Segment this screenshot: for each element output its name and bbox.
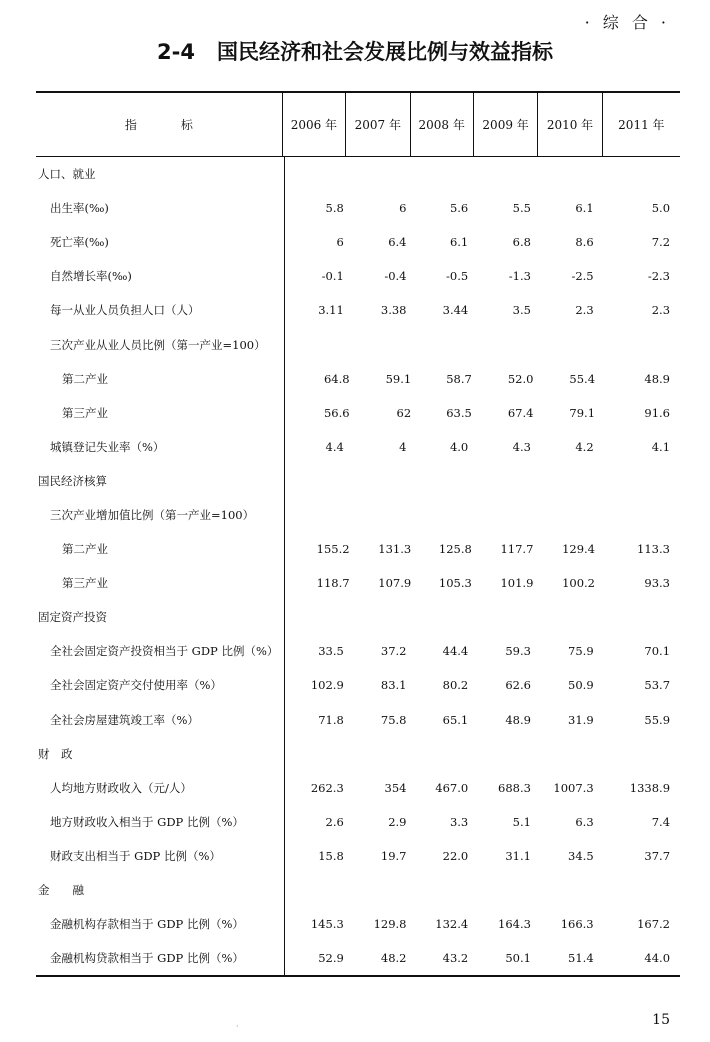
indicator-label: 财政支出相当于 GDP 比例（%） [50, 848, 221, 863]
value-cell: 688.3 [498, 780, 531, 795]
indicator-label: 金融机构存款相当于 GDP 比例（%） [50, 917, 244, 932]
table-row [36, 737, 680, 771]
value-cell: 70.1 [644, 644, 671, 659]
indicator-label: 金融机构贷款相当于 GDP 比例（%） [50, 951, 244, 966]
value-cell: 105.3 [438, 576, 472, 591]
indicator-label: 全社会固定资产投资相当于 GDP 比例（%） [50, 644, 279, 659]
value-cell: 15.8 [318, 848, 344, 863]
table-number: 2-4 [157, 40, 195, 64]
indicator-label: 全社会房屋建筑竣工率（%） [50, 712, 199, 727]
value-cell: 5.1 [512, 814, 531, 829]
value-cell: 167.2 [637, 917, 671, 932]
page-title [0, 36, 710, 66]
indicator-label: 人均地方财政收入（元/人） [50, 780, 192, 795]
value-cell: 44.4 [442, 644, 469, 659]
value-cell: 64.8 [323, 371, 350, 386]
value-cell: 6 [399, 201, 407, 216]
table-body [36, 157, 680, 975]
indicator-label: 第二产业 [62, 371, 108, 386]
value-cell: 117.7 [500, 542, 534, 557]
value-cell: 63.5 [446, 405, 472, 420]
value-cell: 48.2 [380, 951, 407, 966]
value-cell: 33.5 [318, 644, 344, 659]
table-row [36, 634, 680, 668]
value-cell: 2.9 [388, 814, 407, 829]
value-cell: 4.4 [325, 439, 344, 454]
value-cell: 50.9 [568, 678, 594, 693]
section-heading: 财 政 [38, 746, 73, 761]
indicator-label: 三次产业从业人员比例（第一产业=100） [50, 337, 266, 352]
table-row [36, 498, 680, 532]
table-row [36, 362, 680, 396]
value-cell: 48.9 [644, 371, 670, 386]
table-row [36, 532, 680, 566]
value-cell: 48.9 [505, 712, 531, 727]
value-cell: 166.3 [560, 917, 594, 932]
value-cell: 6.3 [575, 814, 594, 829]
value-cell: 44.0 [644, 951, 671, 966]
value-cell: 164.3 [498, 917, 531, 932]
value-cell: 2.6 [325, 814, 344, 829]
value-cell: -0.4 [384, 269, 407, 284]
value-cell: 34.5 [568, 848, 594, 863]
value-cell: 125.8 [438, 542, 472, 557]
value-cell: 65.1 [442, 712, 469, 727]
page-number: 15 [652, 1012, 670, 1028]
indicator-label: 第二产业 [62, 542, 108, 557]
value-cell: 5.0 [651, 201, 671, 216]
header-year: 2010 年 [537, 93, 601, 156]
value-cell: 102.9 [310, 678, 344, 693]
value-cell: -2.5 [571, 269, 594, 284]
value-cell: 1338.9 [629, 780, 671, 795]
header-year: 2007 年 [345, 93, 409, 156]
value-cell: 31.9 [568, 712, 594, 727]
column-divider [284, 157, 285, 975]
value-cell: 56.6 [323, 405, 350, 420]
value-cell: 5.5 [512, 201, 531, 216]
section-tag: · 综 合 · [584, 13, 670, 32]
value-cell: 6.8 [512, 235, 531, 250]
value-cell: 58.7 [446, 371, 472, 386]
table-title: 国民经济和社会发展比例与效益指标 [216, 40, 553, 64]
indicator-label: 死亡率(‰) [50, 235, 109, 250]
value-cell: -1.3 [508, 269, 531, 284]
header-indicator [36, 93, 282, 156]
value-cell: 132.4 [435, 917, 469, 932]
value-cell: 4 [399, 439, 407, 454]
indicator-label: 自然增长率(‰) [50, 269, 132, 284]
indicator-label: 出生率(‰) [50, 201, 109, 216]
value-cell: 71.8 [318, 712, 344, 727]
table-row [36, 327, 680, 361]
value-cell: 1007.3 [553, 780, 594, 795]
indicator-label: 每一从业人员负担人口（人） [50, 303, 200, 318]
value-cell: 5.6 [449, 201, 469, 216]
value-cell: 52.9 [318, 951, 344, 966]
table-bottom-rule [36, 975, 680, 977]
table-row [36, 259, 680, 293]
indicator-label: 全社会固定资产交付使用率（%） [50, 678, 222, 693]
value-cell: 93.3 [644, 576, 670, 591]
value-cell: -2.3 [647, 269, 671, 284]
value-cell: 7.4 [651, 814, 671, 829]
value-cell: 53.7 [644, 678, 671, 693]
table-row [36, 396, 680, 430]
value-cell: 6.1 [449, 235, 469, 250]
value-cell: 2.3 [651, 303, 671, 318]
section-heading: 国民经济核算 [38, 473, 107, 488]
value-cell: 31.1 [505, 848, 531, 863]
header-year: 2006 年 [282, 93, 345, 156]
value-cell: 67.4 [507, 405, 534, 420]
value-cell: 467.0 [435, 780, 469, 795]
table-row [36, 225, 680, 259]
value-cell: -0.1 [321, 269, 344, 284]
value-cell: 80.2 [442, 678, 469, 693]
value-cell: 354 [384, 780, 407, 795]
table-row [36, 668, 680, 702]
value-cell: 59.1 [385, 371, 412, 386]
table-row [36, 293, 680, 327]
value-cell: 145.3 [310, 917, 344, 932]
value-cell: -0.5 [446, 269, 469, 284]
value-cell: 129.4 [562, 542, 596, 557]
value-cell: 75.8 [380, 712, 407, 727]
value-cell: 83.1 [380, 678, 407, 693]
value-cell: 3.44 [442, 303, 469, 318]
value-cell: 101.9 [500, 576, 534, 591]
value-cell: 2.3 [575, 303, 594, 318]
header-indicator-char-1: 指 [124, 118, 137, 132]
value-cell: 100.2 [562, 576, 596, 591]
value-cell: 4.2 [575, 439, 594, 454]
value-cell: 6.1 [575, 201, 594, 216]
value-cell: 52.0 [507, 371, 534, 386]
value-cell: 22.0 [442, 848, 469, 863]
value-cell: 55.4 [569, 371, 596, 386]
table-row [36, 191, 680, 225]
indicator-label: 第三产业 [62, 576, 108, 591]
value-cell: 3.3 [449, 814, 469, 829]
value-cell: 55.9 [644, 712, 671, 727]
value-cell: 37.2 [380, 644, 407, 659]
header-year: 2008 年 [410, 93, 473, 156]
value-cell: 129.8 [373, 917, 407, 932]
value-cell: 118.7 [316, 576, 350, 591]
value-cell: 4.1 [651, 439, 671, 454]
value-cell: 62.6 [505, 678, 531, 693]
table-row [36, 907, 680, 941]
value-cell: 3.38 [380, 303, 407, 318]
table-header [36, 93, 680, 156]
header-year: 2009 年 [473, 93, 537, 156]
value-cell: 50.1 [505, 951, 531, 966]
value-cell: 5.8 [325, 201, 344, 216]
indicator-table [36, 91, 680, 977]
value-cell: 3.11 [318, 303, 344, 318]
value-cell: 51.4 [568, 951, 594, 966]
indicator-label: 地方财政收入相当于 GDP 比例（%） [50, 814, 244, 829]
decorative-dot: · [236, 1022, 239, 1031]
table-row [36, 873, 680, 907]
table-row [36, 703, 680, 737]
indicator-label: 第三产业 [62, 405, 108, 420]
value-cell: 6.4 [388, 235, 407, 250]
value-cell: 75.9 [568, 644, 594, 659]
section-heading: 人口、就业 [38, 167, 96, 182]
value-cell: 262.3 [310, 780, 344, 795]
value-cell: 131.3 [378, 542, 412, 557]
indicator-label: 三次产业增加值比例（第一产业=100） [50, 507, 255, 522]
table-row [36, 464, 680, 498]
table-row [36, 805, 680, 839]
table-row [36, 941, 680, 975]
value-cell: 4.3 [512, 439, 531, 454]
value-cell: 19.7 [380, 848, 407, 863]
value-cell: 155.2 [316, 542, 350, 557]
table-row [36, 839, 680, 873]
table-row [36, 600, 680, 634]
header-indicator-char-2: 标 [180, 118, 193, 132]
value-cell: 91.6 [644, 405, 670, 420]
value-cell: 79.1 [569, 405, 596, 420]
value-cell: 59.3 [505, 644, 531, 659]
value-cell: 8.6 [575, 235, 594, 250]
section-heading: 金 融 [38, 883, 84, 898]
table-row [36, 157, 680, 191]
value-cell: 62 [396, 405, 412, 420]
value-cell: 3.5 [512, 303, 531, 318]
value-cell: 37.7 [644, 848, 671, 863]
header-year: 2011 年 [602, 93, 680, 156]
value-cell: 43.2 [442, 951, 469, 966]
value-cell: 4.0 [449, 439, 469, 454]
section-heading: 固定资产投资 [38, 610, 107, 625]
table-row [36, 430, 680, 464]
value-cell: 7.2 [651, 235, 671, 250]
value-cell: 6 [336, 235, 344, 250]
indicator-label: 城镇登记失业率（%） [50, 439, 165, 454]
value-cell: 113.3 [637, 542, 670, 557]
value-cell: 107.9 [378, 576, 412, 591]
table-row [36, 771, 680, 805]
table-row [36, 566, 680, 600]
